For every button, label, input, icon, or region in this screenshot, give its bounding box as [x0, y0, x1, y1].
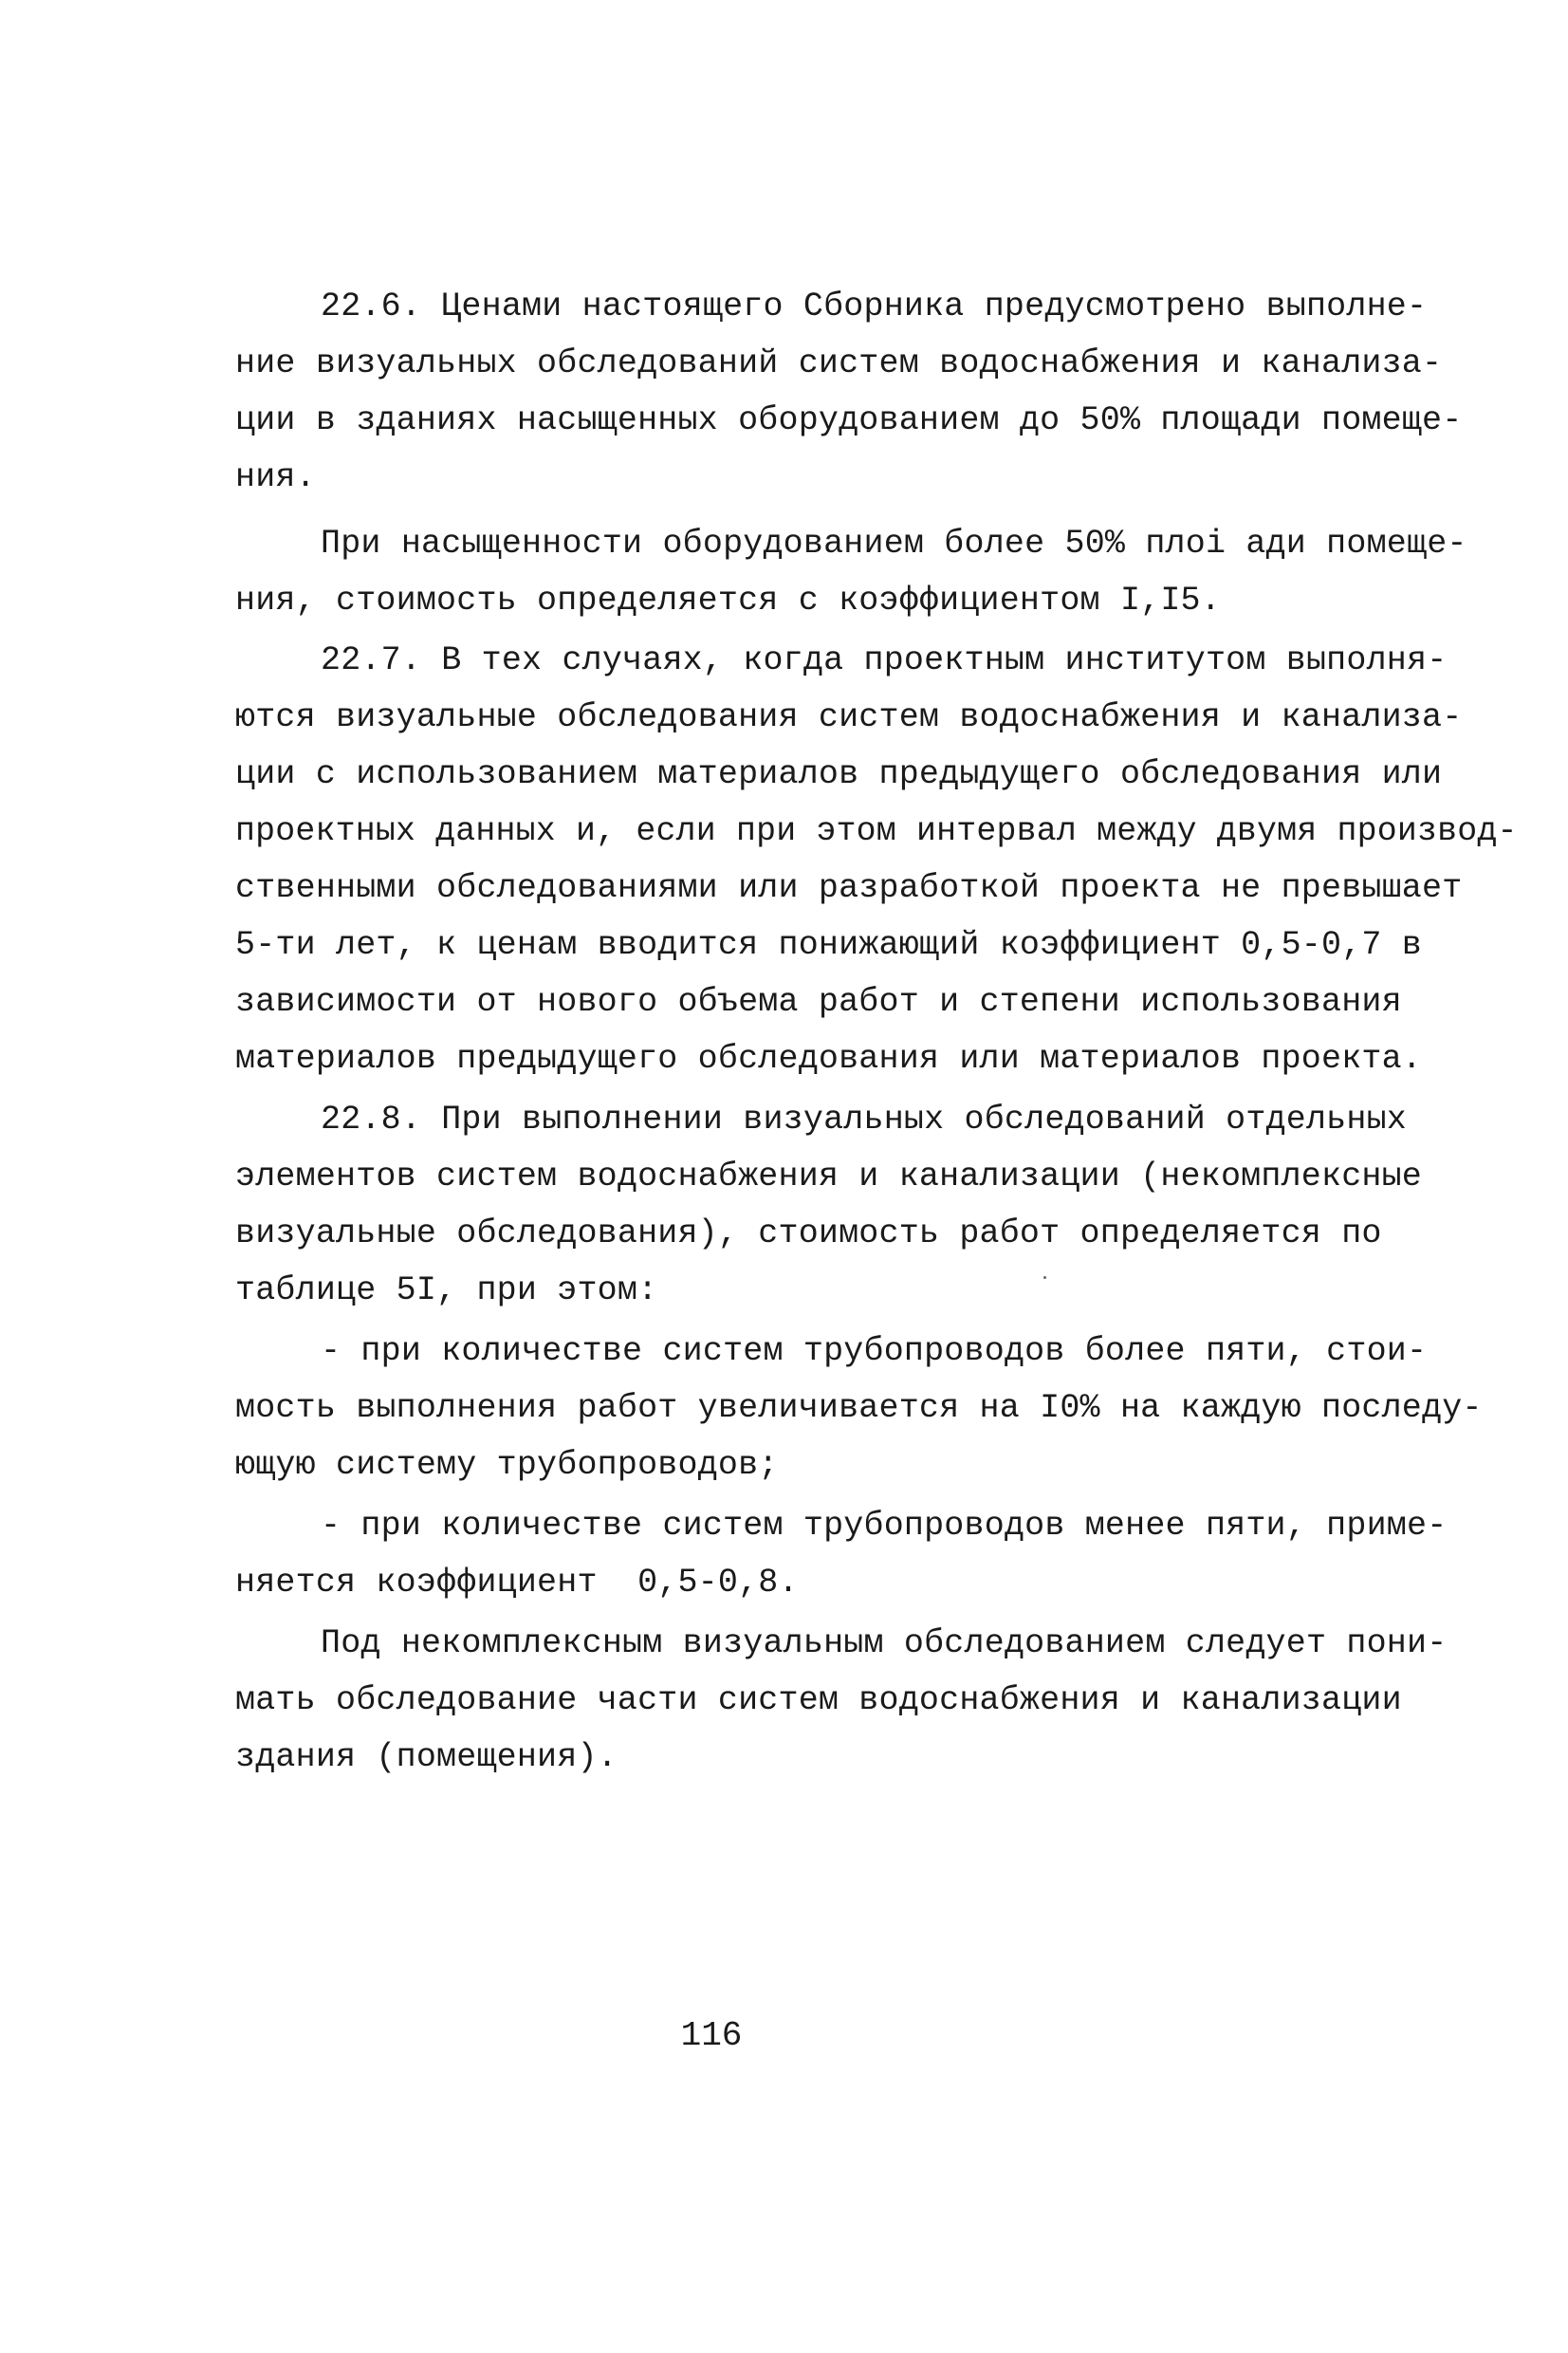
- text-line: - при количестве систем трубопроводов менее пяти, приме-: [321, 1507, 1448, 1545]
- scan-speck: [1043, 1276, 1046, 1279]
- text-line: ции с использованием материалов предыдущего обследования или: [235, 755, 1443, 793]
- text-line: мать обследование части систем водоснабжения и канализации: [235, 1681, 1402, 1719]
- text-line: материалов предыдущего обследования или материалов проекта.: [235, 1040, 1423, 1078]
- text-line: 5-ти лет, к ценам вводится понижающий коэффициент 0,5-0,7 в: [235, 926, 1423, 964]
- text-line: 22.6. Ценами настоящего Сборника предусмотрено выполне-: [321, 287, 1428, 325]
- text-line: таблице 5I, при этом:: [235, 1271, 658, 1309]
- text-line: здания (помещения).: [235, 1738, 618, 1776]
- text-line: ции в зданиях насыщенных оборудованием до 50% площади помеще-: [235, 401, 1463, 439]
- text-line: - при количестве систем трубопроводов более пяти, стои-: [321, 1332, 1428, 1370]
- text-line: ются визуальные обследования систем водоснабжения и канализа-: [235, 698, 1463, 736]
- text-line: визуальные обследования), стоимость работ определяется по: [235, 1214, 1382, 1252]
- text-line: 22.7. В тех случаях, когда проектным институтом выполня-: [321, 641, 1448, 679]
- text-line: ния.: [235, 458, 316, 496]
- text-line: ние визуальных обследований систем водоснабжения и канализа-: [235, 344, 1443, 382]
- text-line: зависимости от нового объема работ и степени использования: [235, 983, 1402, 1021]
- text-line: ющую систему трубопроводов;: [235, 1446, 779, 1484]
- text-line: проектных данных и, если при этом интервал между двумя производ-: [235, 812, 1518, 850]
- text-line: При насыщенности оборудованием более 50% плоi ади помеще-: [321, 525, 1467, 563]
- text-line: элементов систем водоснабжения и канализации (некомплексные: [235, 1158, 1423, 1195]
- text-line: ния, стоимость определяется с коэффициентом I,I5.: [235, 582, 1221, 620]
- text-line: няется коэффициент 0,5-0,8.: [235, 1564, 799, 1602]
- text-line: 22.8. При выполнении визуальных обследований отдельных: [321, 1101, 1407, 1139]
- page-number: 116: [680, 2016, 743, 2055]
- text-line: Под некомплексным визуальным обследованием следует пони-: [321, 1624, 1448, 1662]
- text-line: ственными обследованиями или разработкой проекта не превышает: [235, 869, 1463, 907]
- text-line: мость выполнения работ увеличивается на I0% на каждую последу-: [235, 1389, 1483, 1427]
